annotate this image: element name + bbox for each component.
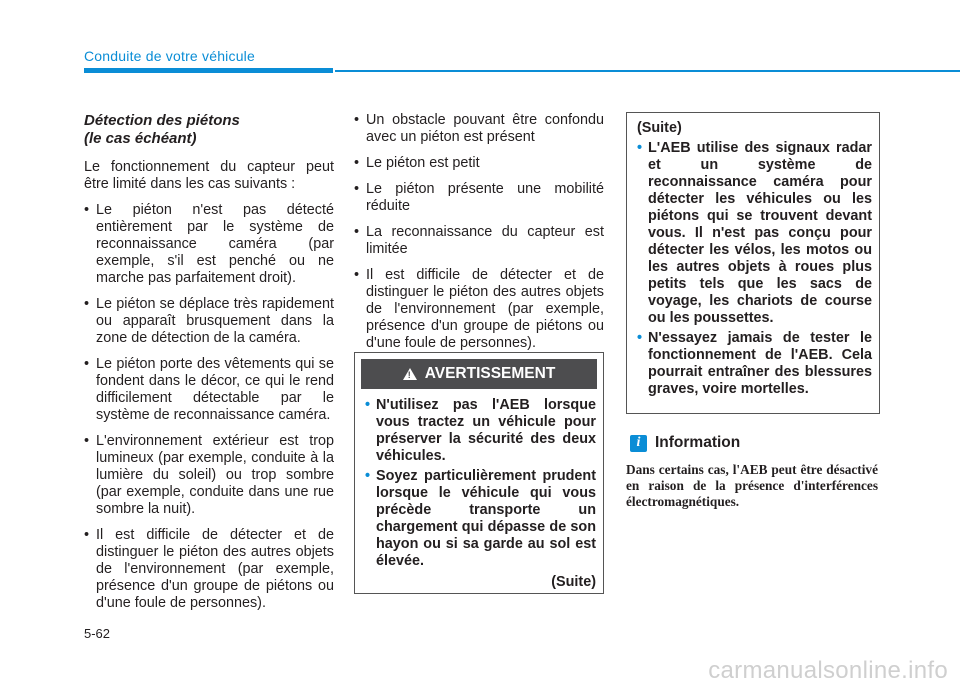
intro-paragraph: Le fonctionnement du capteur peut être limité dans les cas suivants : <box>84 159 334 192</box>
section-title: Conduite de votre véhicule <box>84 48 255 64</box>
heading-line-2: (le cas échéant) <box>84 130 197 147</box>
warning-box <box>354 352 604 594</box>
watermark: carmanualsonline.info <box>708 657 948 684</box>
list-item: • Il est difficile de détecter et de distinguer le piéton des autres objets de l'environnement (par exemple, présence d'un groupe de piétons ou d'une foule de personnes). <box>354 267 604 352</box>
information-heading <box>630 434 740 452</box>
information-text: Dans certains cas, l'AEB peut être désactivé en raison de la présence d'interférences électromagnétiques. <box>626 462 878 509</box>
continuation-body <box>627 113 879 398</box>
list-item: • La reconnaissance du capteur est limitée <box>354 224 604 258</box>
warning-list <box>365 397 596 570</box>
list-item: • Le piéton n'est pas détecté entièrement par le système de reconnaissance caméra (par exemple, s'il est penché ou ne marche pas parfaitement droit). <box>84 202 334 287</box>
column-1 <box>84 112 334 621</box>
list-item: • Le piéton se déplace très rapidement ou apparaît brusquement dans la zone de détection de la caméra. <box>84 296 334 347</box>
list-item: • L'environnement extérieur est trop lumineux (par exemple, conduite à la lumière du soleil) ou trop sombre (par exemple, conduite dans une rue sombre la nuit). <box>84 433 334 518</box>
warning-triangle-icon: ! <box>403 368 417 380</box>
limitation-list-2 <box>354 112 604 352</box>
warning-item: • N'utilisez pas l'AEB lorsque vous tractez un véhicule pour préserver la sécurité des deux véhicules. <box>365 397 596 465</box>
list-item: • Le piéton est petit <box>354 155 604 172</box>
continuation-list <box>637 140 872 398</box>
header-rule-thick <box>84 68 333 73</box>
warning-item: • Soyez particulièrement prudent lorsque le véhicule qui vous précède transporte un chargement qui dépasse de son hayon ou si sa garde au sol est élevée. <box>365 468 596 570</box>
continuation-label: (Suite) <box>637 120 682 136</box>
warning-body <box>355 389 603 591</box>
warning-header <box>361 359 597 389</box>
information-title: Information <box>655 434 741 451</box>
pedestrian-detection-heading <box>84 112 334 148</box>
heading-line-1: Détection des piétons <box>84 112 240 129</box>
information-icon: i <box>630 435 647 452</box>
list-item: • Un obstacle pouvant être confondu avec un piéton est présent <box>354 112 604 146</box>
list-item: • Il est difficile de détecter et de distinguer le piéton des autres objets de l'environnement (par exemple, présence d'un groupe de piétons ou d'une foule de personnes). <box>84 527 334 612</box>
column-2 <box>354 112 604 361</box>
warning-item: • N'essayez jamais de tester le fonctionnement de l'AEB. Cela pourrait entraîner des blessures graves, voire mortelles. <box>637 330 872 398</box>
header-rule-thin <box>335 70 960 72</box>
page-number: 5-62 <box>84 626 111 641</box>
continuation-box <box>626 112 880 414</box>
warning-item: • L'AEB utilise des signaux radar et un système de reconnaissance caméra pour détecter les véhicules ou les piétons qui se trouvent devant vous. Il n'est pas conçu pour détecter les vélos, les motos ou les autres objets à roues plus petits tels que les sacs de voyage, les chariots de course ou les poussettes. <box>637 140 872 327</box>
limitation-list-1 <box>84 202 334 612</box>
warning-title: AVERTISSEMENT <box>424 365 556 382</box>
warning-continued-label: (Suite) <box>551 574 596 590</box>
list-item: • Le piéton porte des vêtements qui se fondent dans le décor, ce qui le rend difficilement détectable par le système de reconnaissance caméra. <box>84 356 334 424</box>
list-item: • Le piéton présente une mobilité réduite <box>354 181 604 215</box>
